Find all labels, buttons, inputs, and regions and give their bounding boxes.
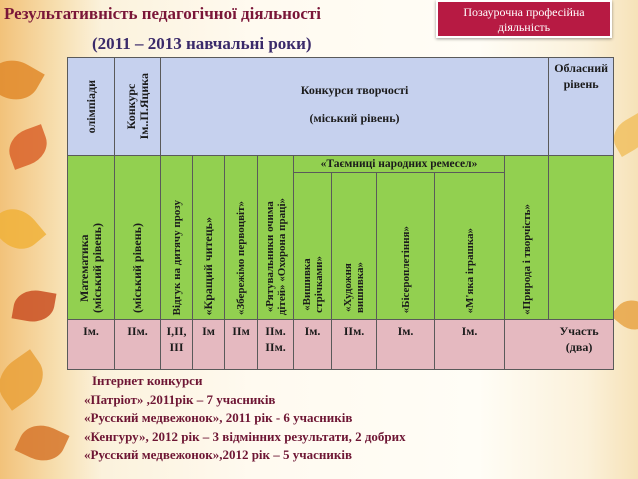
creative-contests-label: Конкурси творчості	[300, 83, 409, 97]
art-embroidery-cell	[332, 173, 377, 320]
first-flower-cell: «Збережімо первоцвіт»	[225, 156, 258, 320]
folk-crafts-header-cell: «Таємниці народних ремесел»	[294, 156, 505, 173]
yatsyk-line: Ім..П.Яцика	[136, 73, 151, 140]
art-line: «Художня	[342, 263, 354, 312]
math-line: (міський рівень)	[90, 223, 104, 313]
page-title: Результативність педагогічної діяльності	[4, 4, 322, 23]
ribbon-line: стрічками»	[312, 256, 325, 313]
section-tag-line: діяльність	[497, 20, 551, 34]
result-cell: ІІм. ІІм.	[258, 320, 294, 370]
internet-contest-item: «Русский медвежонок»,2012 рік – 5 учасників	[84, 447, 352, 462]
leaf-icon	[0, 349, 53, 410]
bead-weaving-cell: «Бісероплетіння»	[377, 173, 435, 320]
table-middle-row-top	[68, 156, 614, 173]
rescuers-cell	[258, 156, 294, 320]
rescuers-line: «Рятувальники очима	[263, 200, 276, 312]
leaf-icon	[0, 51, 45, 110]
internet-contests-heading: Інтернет конкурси	[92, 373, 203, 388]
rescuers-line: дітей» «Охорона праці»	[275, 197, 288, 315]
internet-contests	[84, 372, 406, 465]
creative-contests-cell	[161, 58, 549, 156]
result-cell: ІІм.	[115, 320, 161, 370]
result-cell: ІІм.	[332, 320, 377, 370]
regional-line: рівень	[563, 77, 599, 91]
result-cell: Ім.	[435, 320, 505, 370]
best-reader-cell: «Кращий читець»	[193, 156, 225, 320]
city-level-label: (міський рівень)	[309, 111, 400, 125]
soft-toy-cell: «М'яка іграшка»	[435, 173, 505, 320]
internet-contest-item: «Русский медвежонок», 2011 рік - 6 учасників	[84, 410, 353, 425]
yatsyk-line: Конкурс	[123, 83, 138, 130]
city-level-col-cell: (міський рівень)	[115, 156, 161, 320]
result-cell: Ім	[193, 320, 225, 370]
ribbon-line: «Вишивка	[300, 258, 313, 311]
results-row	[68, 320, 614, 370]
leaf-icon	[3, 124, 52, 170]
result-cell: Ім.	[377, 320, 435, 370]
result-cell: Участь (два)	[505, 320, 614, 370]
results-table	[67, 57, 614, 370]
leaf-icon	[14, 417, 69, 468]
ribbon-embroidery-cell	[294, 173, 332, 320]
internet-contest-item: «Кенгуру», 2012 рік – 3 відмінних результати, 2 добрих	[84, 428, 406, 444]
prose-review-cell: Відгук на дитячу прозу	[161, 156, 193, 320]
internet-contest-item: «Патріот» ,2011рік – 7 учасників	[84, 391, 276, 407]
section-tag	[436, 0, 612, 38]
nature-creativity-cell: «Природа і творчість»	[505, 156, 549, 320]
math-line: Математика	[77, 234, 91, 302]
art-line: вишивка»	[354, 261, 366, 313]
page-subtitle: (2011 – 2013 навчальні роки)	[92, 34, 312, 53]
result-cell: ІІм	[225, 320, 258, 370]
leaf-icon	[0, 199, 46, 259]
olympiads-cell: олімпіади	[68, 58, 115, 156]
result-cell: Ім.	[68, 320, 115, 370]
leaf-icon	[610, 293, 638, 338]
result-cell: І,ІІ, ІІІ	[161, 320, 193, 370]
yatsyk-contest-cell	[115, 58, 161, 156]
section-tag-line: Позаурочна професійна	[463, 5, 585, 19]
result-cell: Ім.	[294, 320, 332, 370]
table-header-row	[68, 58, 614, 156]
regional-line: Обласний	[554, 61, 609, 75]
leaf-icon	[12, 287, 57, 325]
math-cell	[68, 156, 115, 320]
empty-cell	[549, 156, 614, 320]
regional-level-cell	[549, 58, 614, 156]
